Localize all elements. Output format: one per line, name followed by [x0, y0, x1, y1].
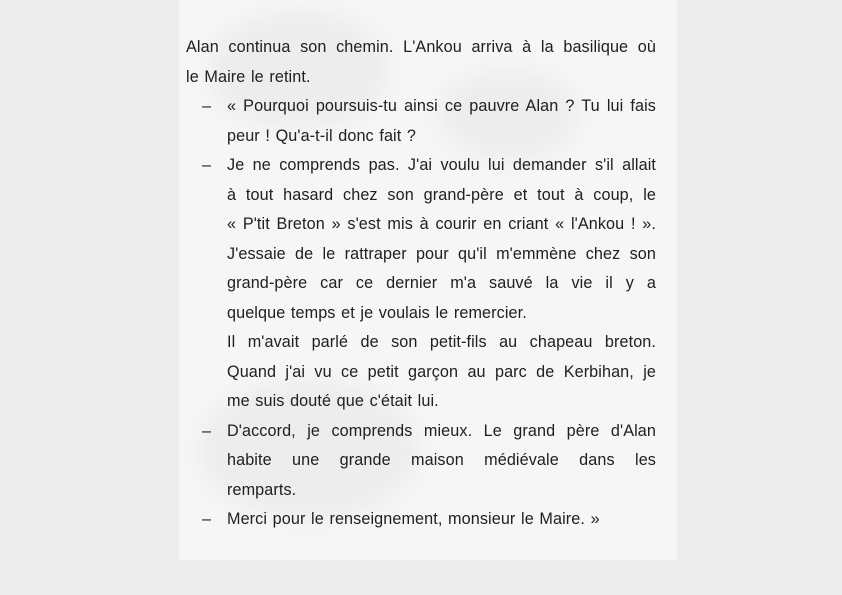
- text-block: [186, 33, 656, 535]
- dialogue-text: Je ne comprends pas. J'ai voulu lui demander s'il allait: [227, 156, 656, 174]
- dialogue-dash: –: [202, 510, 212, 528]
- text-line: grand-père car ce dernier m'a sauvé la vie il y a: [227, 274, 656, 292]
- dialogue-line: [186, 505, 656, 535]
- text-line: quelque temps et je voulais le remercier.: [227, 303, 527, 322]
- text-line: Il m'avait parlé de son petit-fils au chapeau breton.: [227, 333, 656, 351]
- text-line: habite une grande maison médiévale dans les: [227, 451, 656, 469]
- dialogue-dash: –: [202, 97, 212, 115]
- dialogue-dash: –: [202, 156, 212, 174]
- scanned-page: [179, 0, 677, 560]
- dialogue-text: D'accord, je comprends mieux. Le grand père d'Alan: [227, 421, 656, 440]
- text-line: à tout hasard chez son grand-père et tout à coup, le: [227, 185, 656, 204]
- dialogue-dash: –: [202, 421, 212, 440]
- dialogue-line: [186, 151, 656, 181]
- dialogue-text: Merci pour le renseignement, monsieur le Maire. »: [227, 510, 600, 528]
- text-line: « P'tit Breton » s'est mis à courir en criant « l'Ankou ! ».: [227, 215, 656, 233]
- dialogue-line: [186, 417, 656, 447]
- text-line: me suis douté que c'était lui.: [227, 392, 439, 410]
- dialogue-text: « Pourquoi poursuis-tu ainsi ce pauvre Alan ? Tu lui fais: [227, 97, 656, 115]
- text-line: Quand j'ai vu ce petit garçon au parc de Kerbihan, je: [227, 362, 656, 381]
- text-line: le Maire le retint.: [186, 67, 311, 86]
- text-line: remparts.: [227, 480, 297, 499]
- text-line: peur ! Qu'a-t-il donc fait ?: [227, 126, 417, 145]
- text-line: J'essaie de le rattraper pour qu'il m'emmène chez son: [227, 244, 656, 263]
- dialogue-line: [186, 92, 656, 122]
- text-line: Alan continua son chemin. L'Ankou arriva à la basilique où: [186, 38, 656, 56]
